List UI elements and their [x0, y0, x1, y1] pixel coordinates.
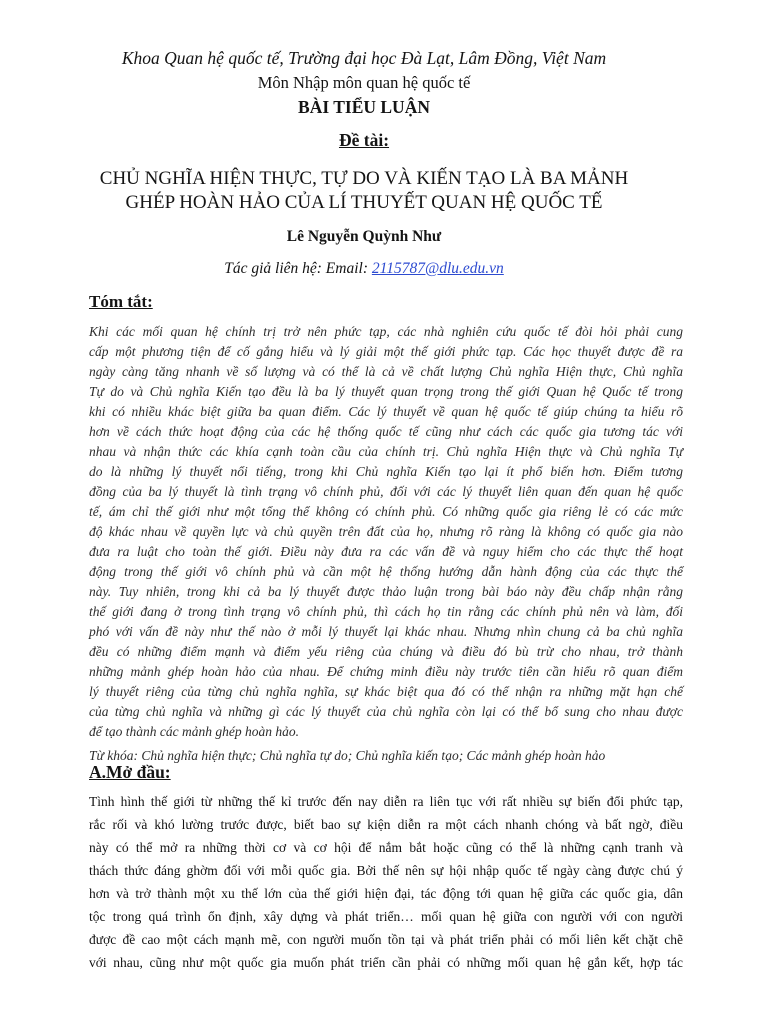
abstract-line: đồng của ba lý thuyết là tình trạng vô chính phủ, đối với các lý thuyết liên quan đến quan hệ quốc: [89, 484, 683, 499]
intro-line: thách thức đáng ghờm đối với mỗi quốc gia. Bởi thế nên sự hội nhập quốc tế ngày càng được chú ý: [89, 863, 683, 878]
abstract-line: thế giới đang ở trong tình trạng vô chính phủ, thì cách họ tin rằng các chính phủ nên và làm, đối: [89, 604, 683, 619]
affiliation-line: Khoa Quan hệ quốc tế, Trường đại học Đà Lạt, Lâm Đồng, Việt Nam: [121, 48, 607, 68]
abstract-line: của từng chủ nghĩa và những gì các lý thuyết của chủ nghĩa còn lại có thể bổ sung cho nhau được: [89, 704, 683, 719]
abstract-heading: Tóm tắt:: [89, 292, 153, 311]
abstract-line: nhau và nhận thức các khía cạnh toàn cầu của chính trị. Chủ nghĩa Hiện thực và Chủ nghĩa Tự: [89, 444, 683, 459]
abstract-line: Tự do và Chủ nghĩa Kiến tạo đều là ba lý thuyết quan trọng trong thế giới Quan hệ Quốc tế trong: [89, 384, 683, 399]
course-name: Môn Nhập môn quan hệ quốc tế: [257, 73, 471, 92]
abstract-line: đưa ra luật cho toàn thế giới. Điều này đưa ra các vấn đề và nguy hiểm cho các thực thể hoạt: [89, 544, 683, 559]
contact-label: Tác giả liên hệ: Email:: [224, 260, 372, 277]
intro-line: được đề cao một cách mạnh mẽ, con người muốn tồn tại và phát triển phải có mối liên kết chặt chẽ: [89, 932, 683, 947]
keywords-line: Từ khóa: Chủ nghĩa hiện thực; Chủ nghĩa tự do; Chủ nghĩa kiến tạo; Các mảnh ghép hoàn hảo: [89, 748, 606, 763]
abstract-line: tế, ám chỉ thế giới như một tổng thể không có chính phủ. Có những quốc gia riêng lẻ có các mức: [89, 504, 683, 519]
title-line-1: CHỦ NGHĨA HIỆN THỰC, TỰ DO VÀ KIẾN TẠO LÀ BA MẢNH: [99, 168, 629, 189]
author-name: Lê Nguyễn Quỳnh Như: [286, 228, 442, 245]
abstract-line: để tạo thành các mảnh ghép hoàn hảo.: [89, 724, 299, 739]
abstract-line: ngày càng tăng nhanh về số lượng và có thể là cả về chất lượng Chủ nghĩa Hiện thực, Chủ nghĩa: [89, 364, 683, 379]
topic-label: Đề tài:: [338, 130, 390, 150]
abstract-line: độ khác nhau về quyền lực và chủ quyền trên đất của họ, nhưng rõ ràng là không có quốc gia nào: [89, 524, 683, 539]
email-link[interactable]: 2115787@dlu.edu.vn: [371, 260, 504, 277]
abstract-line: hơn về cách thức hoạt động của các hệ thống quốc tế cũng như cách các quốc gia tương tác với: [89, 424, 683, 439]
abstract-line: đều có những điểm mạnh và điểm yếu riêng của chúng và điều đó bù trừ cho nhau, trở thành: [89, 644, 683, 659]
intro-line: Tình hình thế giới từ những thế kỉ trước đến nay diễn ra liên tục với rất nhiều sự biến đổi phức tạp,: [89, 794, 683, 809]
intro-line: rắc rối và khó lường trước được, biết bao sự kiện diễn ra một cách nhanh chóng và bất ngờ, điều: [89, 817, 683, 832]
intro-line: tộc trong quá trình ổn định, xây dựng và phát triển… mối quan hệ giữa con người với con người: [89, 909, 683, 924]
document-type: BÀI TIỂU LUẬN: [298, 97, 430, 117]
abstract-line: những mảnh ghép hoàn hảo của nhau. Để chứng minh điều này trước tiên cần hiểu rõ quan điểm: [89, 664, 683, 679]
intro-line: với nhau, cũng như một quốc gia muốn phát triển cần phải có những mối quan hệ gắn kết, hợp tác: [89, 955, 683, 970]
abstract-line: này. Tuy nhiên, trong khi cả ba lý thuyết được thảo luận trong bài báo này đều chấp nhận rằng: [89, 584, 683, 599]
abstract-line: lý thuyết riêng của từng chủ nghĩa nghĩa, sự khác biệt qua đó có thể nhận ra những mặt hạn chế: [89, 684, 683, 699]
intro-line: này có thể mở ra những thời cơ và cơ hội để nắm bắt hoặc cũng có thể là những cạnh tranh và: [89, 840, 683, 855]
abstract-line: khi có nhiều khác biệt giữa ba quan điểm. Các lý thuyết về quan hệ quốc tế giúp chúng ta hiểu rõ: [89, 404, 683, 419]
abstract-line: do là những lý thuyết nổi tiếng, trong khi Chủ nghĩa Kiến tạo lại ít phổ biến hơn. Điểm tương: [89, 464, 683, 479]
title-line-2: GHÉP HOÀN HẢO CỦA LÍ THUYẾT QUAN HỆ QUỐC TẾ: [125, 192, 603, 213]
abstract-line: động trong thế giới vô chính phủ và cần một hệ thống hướng dẫn hành động của các thực thể: [89, 564, 683, 579]
abstract-line: phó với vấn đề này như thế nào ở mỗi lý thuyết lại khác nhau. Nhưng nhìn chung cả ba chủ nghĩa: [89, 624, 683, 639]
intro-heading: A.Mở đầu:: [89, 762, 171, 782]
contact-line: [0, 259, 728, 279]
abstract-line: cấp một phương tiện để cố gắng hiểu và lý giải một thế giới phức tạp. Các học thuyết được đề ra: [89, 344, 683, 359]
intro-line: hơn và trở thành một xu thế lớn của thế giới hiện đại, tác động tới quan hệ giữa các quốc gia, dân: [89, 886, 683, 901]
abstract-line: Khi các mối quan hệ chính trị trở nên phức tạp, các nhà nghiên cứu quốc tế đòi hỏi phải cung: [89, 324, 683, 339]
